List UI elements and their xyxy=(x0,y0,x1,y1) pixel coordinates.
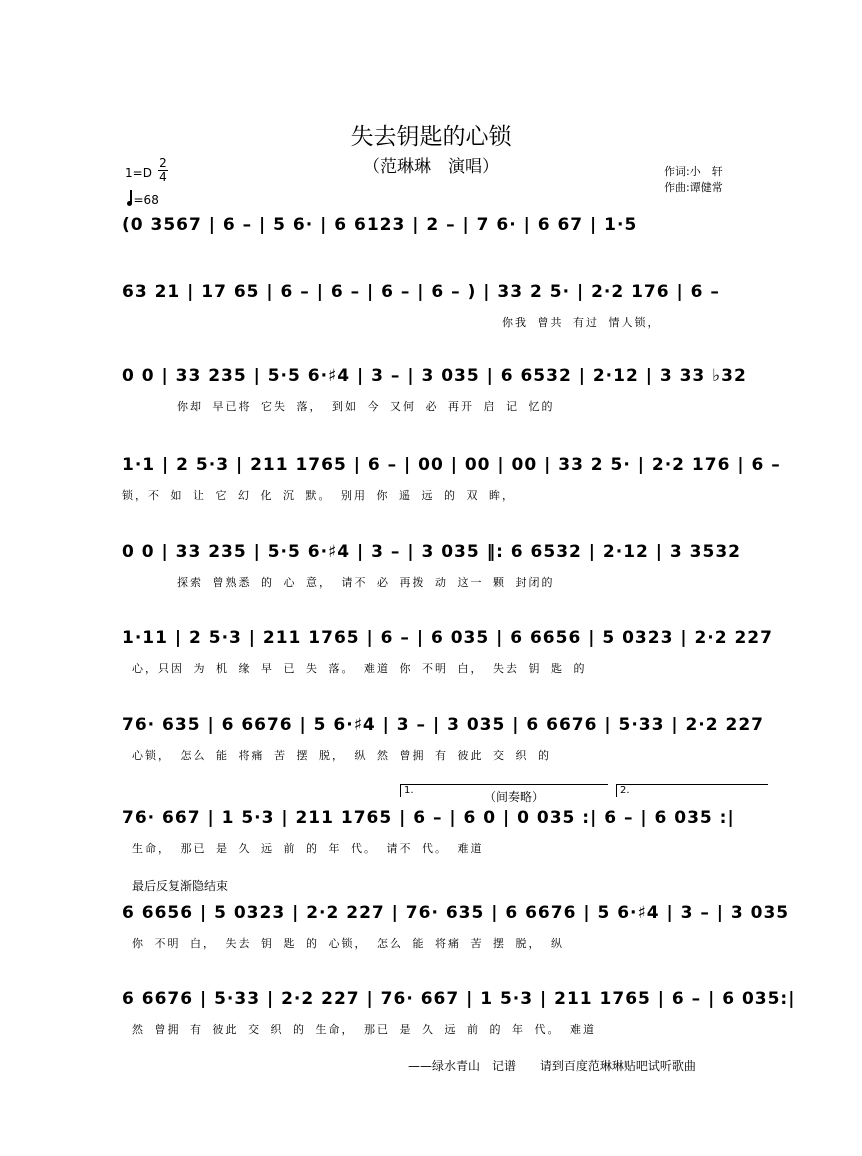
lyrics-line: 你却 早已将 它失 落， 到如 今 又何 必 再开 启 记 忆的 xyxy=(177,400,555,413)
volta-1-bracket: 1. xyxy=(400,784,608,797)
tempo-marking xyxy=(127,190,159,207)
notation-line: 76· 667 | 1 5·3 | 211 1765 | 6 – | 6 0 | 0 035 :| 6 – | 6 035 :| xyxy=(122,808,735,828)
lyrics-line: 心锁， 怎么 能 将痛 苦 摆 脱， 纵 然 曾拥 有 彼此 交 织 的 xyxy=(132,749,551,762)
lyricist-credit: 作词:小 轩 xyxy=(664,165,723,178)
listen-note: 请到百度范琳琳贴吧试听歌曲 xyxy=(539,1059,696,1073)
time-denominator: 4 xyxy=(159,170,167,184)
notation-line: 0 0 | 33 235 | 5·5 6·♯4 | 3 – | 3 035 | 6 6532 | 2·12 | 3 33 ♭32 xyxy=(122,366,747,386)
quarter-note-stem xyxy=(130,190,132,204)
lyrics-line: 锁，不 如 让 它 幻 化 沉 默。 别用 你 遥 远 的 双 眸， xyxy=(122,489,515,502)
notation-line: 63 21 | 17 65 | 6 – | 6 – | 6 – | 6 – ) | 33 2 5· | 2·2 176 | 6 – xyxy=(122,282,720,302)
credits xyxy=(664,164,723,196)
repeat-fade-note: 最后反复渐隐结束 xyxy=(132,879,229,893)
tempo-value: =68 xyxy=(133,193,159,207)
notation-line: (0 3567 | 6 – | 5 6· | 6 6123 | 2 – | 7 6· | 6 67 | 1·5 xyxy=(122,215,638,235)
composer-credit: 作曲:谭健常 xyxy=(664,181,723,194)
key-signature: 1=D xyxy=(125,166,152,180)
song-title: 失去钥匙的心锁 xyxy=(350,124,512,150)
notation-line: 6 6676 | 5·33 | 2·2 227 | 76· 667 | 1 5·3 | 211 1765 | 6 – | 6 035:| xyxy=(122,989,796,1009)
lyrics-line xyxy=(122,247,772,265)
time-numerator: 2 xyxy=(159,156,167,170)
interlude-note: （间奏略） xyxy=(484,790,545,804)
lyrics-line: 你我 曾共 有过 情人锁， xyxy=(502,316,661,329)
performer-subtitle: （范琳琳 演唱） xyxy=(363,157,499,177)
notation-line: 6 6656 | 5 0323 | 2·2 227 | 76· 635 | 6 6676 | 5 6·♯4 | 3 – | 3 035 xyxy=(122,903,790,923)
footer xyxy=(408,1057,716,1074)
lyrics-line: 然 曾拥 有 彼此 交 织 的 生命， 那已 是 久 远 前 的 年 代。 难道 xyxy=(132,1023,596,1036)
lyrics-line: 探索 曾熟悉 的 心 意， 请不 必 再拨 动 这一 颗 封闭的 xyxy=(177,576,555,589)
volta-2-bracket: 2. xyxy=(616,784,768,797)
notation-line: 1·11 | 2 5·3 | 211 1765 | 6 – | 6 035 | 6 6656 | 5 0323 | 2·2 227 xyxy=(122,628,773,648)
lyrics-line: 生命， 那已 是 久 远 前 的 年 代。 请不 代。 难道 xyxy=(132,842,484,855)
time-signature xyxy=(158,157,168,184)
notation-line: 1·1 | 2 5·3 | 211 1765 | 6 – | 00 | 00 | 00 | 33 2 5· | 2·2 176 | 6 – xyxy=(122,455,781,475)
notation-line: 0 0 | 33 235 | 5·5 6·♯4 | 3 – | 3 035 ‖: 6 6532 | 2·12 | 3 3532 xyxy=(122,542,741,562)
transcriber-credit: ——绿水青山 记谱 xyxy=(408,1059,517,1073)
lyrics-line: 你 不明 白， 失去 钥 匙 的 心锁， 怎么 能 将痛 苦 摆 脱， 纵 xyxy=(132,937,564,950)
lyrics-line: 心，只因 为 机 缘 早 已 失 落。 难道 你 不明 白， 失去 钥 匙 的 xyxy=(132,662,587,675)
notation-line: 76· 635 | 6 6676 | 5 6·♯4 | 3 – | 3 035 | 6 6676 | 5·33 | 2·2 227 xyxy=(122,715,764,735)
